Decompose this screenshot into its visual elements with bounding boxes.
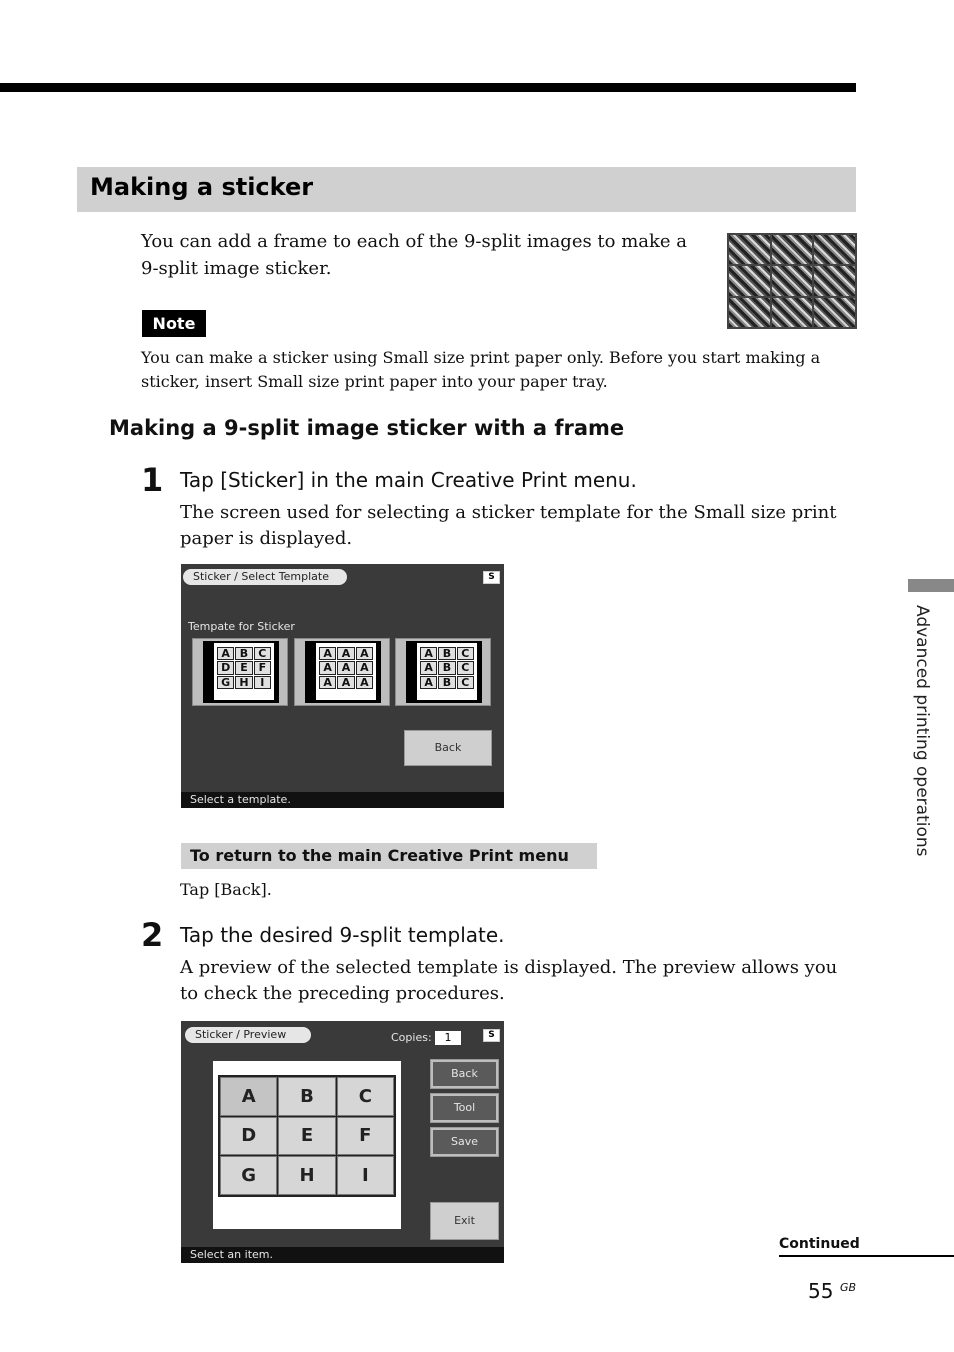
section-title: Making a sticker (90, 173, 314, 201)
exit-button[interactable]: Exit (430, 1202, 499, 1240)
page-suffix: GB (840, 1281, 857, 1294)
size-s-icon: S (483, 1029, 500, 1042)
template-frame (305, 641, 381, 703)
template-cell: C (457, 676, 474, 689)
template-sheet (214, 643, 274, 700)
preview-cell[interactable]: A (220, 1077, 277, 1116)
sticker-sample-image (727, 233, 857, 329)
sticker-sample-cell (772, 266, 813, 295)
preview-cell[interactable]: I (337, 1156, 394, 1195)
side-tab (906, 605, 936, 905)
template-cell: B (235, 647, 252, 660)
sticker-sample-cell (814, 298, 855, 327)
step-body: The screen used for selecting a sticker template for the Small size print paper is displayed. (180, 502, 837, 549)
template-cell: A (319, 661, 336, 674)
template-sheet (316, 643, 376, 700)
template-cell: A (356, 661, 373, 674)
select-template-screen (181, 564, 504, 808)
sticker-sample-cell (772, 298, 813, 327)
template-option-abc[interactable] (192, 638, 288, 706)
preview-cell[interactable]: G (220, 1156, 277, 1195)
preview-cell[interactable]: D (220, 1117, 277, 1156)
template-cell: H (235, 676, 252, 689)
template-cell: B (438, 676, 455, 689)
template-cell: C (457, 661, 474, 674)
back-button-label: Back (433, 1062, 496, 1086)
step-title: Tap the desired 9-split template. (180, 923, 505, 947)
template-cell: C (254, 647, 271, 660)
template-cell: A (337, 676, 354, 689)
tool-button[interactable] (430, 1093, 499, 1123)
step-number: 2 (141, 916, 164, 954)
template-cell: A (420, 661, 437, 674)
side-tab-label: Advanced printing operations (912, 605, 932, 857)
preview-cell[interactable]: H (278, 1156, 335, 1195)
sticker-sample-cell (729, 298, 770, 327)
preview-cell[interactable]: E (278, 1117, 335, 1156)
preview-screen (181, 1021, 504, 1263)
template-cell: A (337, 647, 354, 660)
template-cell: D (217, 661, 234, 674)
preview-grid (218, 1075, 396, 1197)
template-grid (319, 647, 373, 689)
note-badge: Note (142, 310, 206, 337)
save-button-label: Save (433, 1130, 496, 1154)
template-cell: A (337, 661, 354, 674)
template-cell: A (217, 647, 234, 660)
note-text: You can make a sticker using Small size print paper only. Before you start making a sticker, insert Small size print paper into your paper tray. (141, 348, 821, 391)
sticker-sample-cell (814, 266, 855, 295)
template-cell: E (235, 661, 252, 674)
return-heading: To return to the main Creative Print menu (190, 846, 569, 865)
sticker-sample-cell (772, 235, 813, 264)
screen-title: Sticker / Preview (185, 1027, 311, 1043)
tool-button-label: Tool (433, 1096, 496, 1120)
save-button[interactable] (430, 1127, 499, 1157)
back-button[interactable]: Back (404, 730, 492, 766)
size-s-icon: S (483, 571, 500, 584)
preview-sheet (213, 1061, 401, 1229)
return-text: Tap [Back]. (180, 880, 272, 899)
screen-title: Sticker / Select Template (183, 569, 347, 585)
sticker-sample-cell (814, 235, 855, 264)
template-cell: C (457, 647, 474, 660)
template-cell: I (254, 676, 271, 689)
template-sheet (417, 643, 477, 700)
back-button[interactable] (430, 1059, 499, 1089)
template-cell: B (438, 647, 455, 660)
preview-cell[interactable]: C (337, 1077, 394, 1116)
subheading: Making a 9-split image sticker with a frame (109, 416, 625, 440)
intro-text: You can add a frame to each of the 9-split images to make a 9-split image sticker. (141, 231, 688, 279)
template-cell: F (254, 661, 271, 674)
continued-label: Continued (779, 1236, 860, 1252)
template-cell: A (319, 647, 336, 660)
template-cell: B (438, 661, 455, 674)
step-number: 1 (141, 461, 164, 499)
sticker-sample-cell (729, 266, 770, 295)
side-tab-marker (908, 579, 954, 592)
page-number: 55 (808, 1279, 834, 1303)
copies-label: Copies: (391, 1031, 432, 1044)
template-grid (420, 647, 474, 689)
copies-field[interactable]: 1 (435, 1031, 461, 1045)
preview-cell[interactable]: B (278, 1077, 335, 1116)
template-cell: A (356, 676, 373, 689)
template-cell: A (356, 647, 373, 660)
continued-rule (779, 1255, 954, 1257)
step-body: A preview of the selected template is displayed. The preview allows you to check the preceding procedures. (180, 957, 838, 1004)
template-section-label: Tempate for Sticker (188, 620, 295, 633)
template-frame (406, 641, 482, 703)
template-grid (217, 647, 271, 689)
template-cell: A (420, 647, 437, 660)
top-rule (0, 83, 856, 92)
sticker-sample-cell (729, 235, 770, 264)
step-title: Tap [Sticker] in the main Creative Print menu. (180, 468, 637, 492)
preview-cell[interactable]: F (337, 1117, 394, 1156)
status-bar: Select a template. (181, 792, 504, 808)
template-option-aaa[interactable] (294, 638, 390, 706)
template-cell: A (319, 676, 336, 689)
template-frame (203, 641, 279, 703)
template-cell: G (217, 676, 234, 689)
status-bar: Select an item. (181, 1247, 504, 1263)
template-option-abc-rows[interactable] (395, 638, 491, 706)
template-cell: A (420, 676, 437, 689)
